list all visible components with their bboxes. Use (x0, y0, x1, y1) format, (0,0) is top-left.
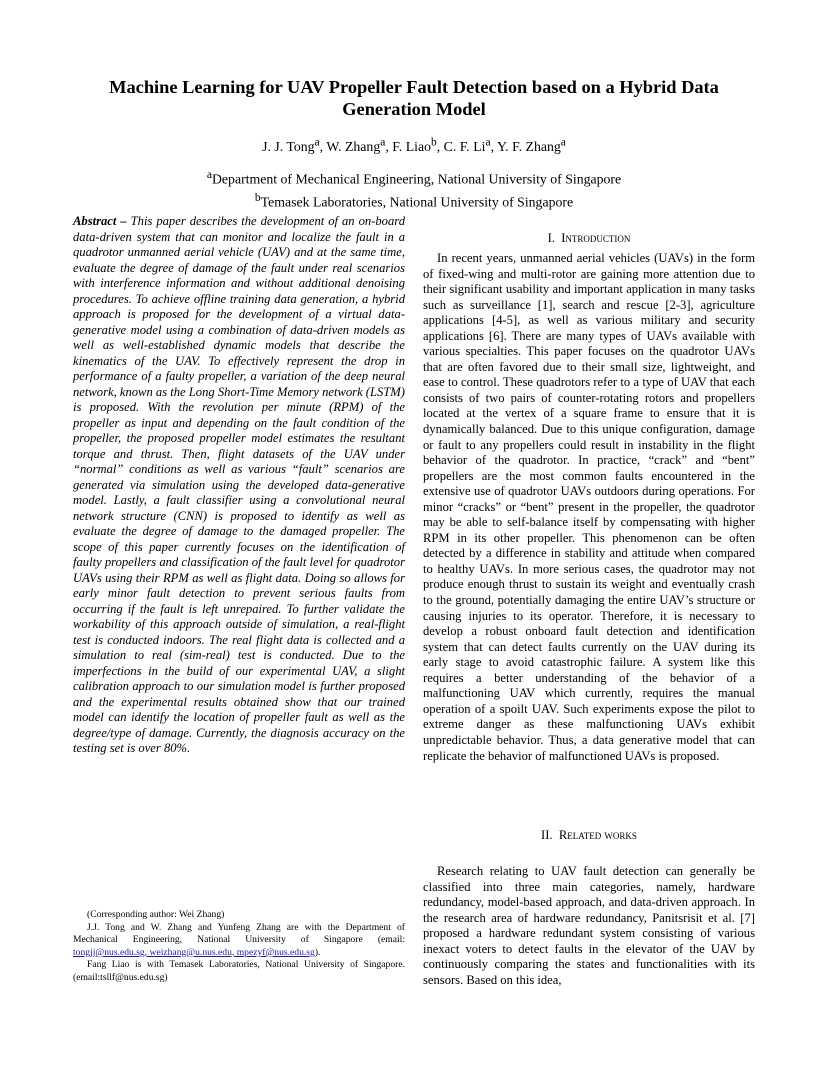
related-works-paragraph: Research relating to UAV fault detection can generally be classified into three main categories, namely, hardware redundancy, model-based approach, and data-driven approach. In the research area of hardware redundancy, Panitsrisit et al. [7] proposed a hardware redundant system consisting of various inexact voters to detect faults in the elevator of the UAV by continuously comparing the states and functionalities with its sensors. Based on this idea, (423, 864, 755, 987)
affiliation-b: $^b$Temasek Laboratories, National University of Singapore (254, 191, 574, 210)
corresponding-author: (Corresponding author: Wei Zhang) (87, 909, 225, 920)
section-heading-related-works: II. Related works (541, 828, 637, 842)
introduction-body (423, 251, 755, 764)
affiliation-a: $^a$Department of Mechanical Engineering, National University of Singapore (206, 169, 622, 187)
author-affiliation-note: J.J. Tong and W. Zhang and Yunfeng Zhang are with the Department of Mechanical Engineering, National University of Singapore (email: tongjj@nus.edu.sg, weizhang@u.nus.edu, mpezyf@nus.edu.sg). (73, 921, 405, 958)
affiliations (80, 166, 748, 211)
paper-title: Machine Learning for UAV Propeller Fault Detection based on a Hybrid Data Generation Model (109, 77, 719, 119)
author: Y. F. Zhang$^a$ (496, 136, 566, 154)
author: C. F. Li$^a$, (443, 136, 497, 154)
abstract-label: Abstract – (73, 214, 127, 228)
footnote (73, 909, 405, 985)
abstract (73, 214, 405, 757)
author-list (80, 133, 748, 156)
abstract-text: This paper describes the development of an on-board data-driven system that can monitor and localize the fault in a quadrotor unmanned aerial vehicle (UAV) and at the same time, evaluate the degree of damage of the fault under real scenarios with interference information and without additional denoising procedures. To achieve offline training data generation, a hybrid approach is proposed for the development of a virtual data-generative model using a combination of data-driven models as well as well-established dynamic models that describe the kinematics of the UAV. To effectively represent the drop in performance of a faulty propeller, a variation of the deep neural network, known as the Long Short-Time Memory network (LSTM) is proposed. With the revolution per minute (RPM) of the propeller as input and depending on the fault condition of the propeller, the proposed propeller model estimates the resultant torque and thrust. Then, flight datasets of the UAV under “normal” conditions as well as various “fault” scenarios are generated via simulation using the developed data-generative model. Lastly, a fault classifier using a convolutional neural network structure (CNN) is proposed to identify as well as evaluate the degree of damage to the damaged propeller. The scope of this paper currently focuses on the identification of faulty propellers and classification of the fault level for quadrotor UAVs using their RPM as well as flight data. Doing so allows for early minor fault detection to prevent serious faults from occurring if the fault is left unrepaired. To further validate the workability of this approach outside of simulation, a real-flight test is conducted indoors. The real flight data is collected and a simulation to real (sim-real) test is conducted. Due to the imperfections in the build of our experimental UAV, a slight calibration approach to our simulation model is further proposed and the experimental results obtained show that our trained model can identify the location of propeller fault as well as the degree/type of damage. Currently, the diagnosis accuracy on the testing set is over 80%. (73, 214, 405, 755)
author: F. Liao$^b$, (392, 136, 444, 154)
author: J. J. Tong$^a$, (262, 136, 327, 154)
section-heading-introduction: I. Introduction (547, 231, 631, 245)
introduction-paragraph: In recent years, unmanned aerial vehicles (UAVs) in the form of fixed-wing and multi-rotor are gaining more attention due to their significant usability and important application in many tasks such as surveillance [1], search and rescue [2-3], agriculture applications [4-5], as well as various military and security applications [6]. There are many types of UAVs available with various specialties. This paper focuses on the quadrotor UAVs that are often favored due to their small size, lightweight, and ease to control. These quadrotors refer to a type of UAV that each consists of two pairs of counter-rotating rotors and propellers located at the vertex of a square frame to ensure that it is dynamically balanced. Due to this unique configuration, damage or fault to any propellers could result in instability in the flight behavior of the quadrotor. In practice, “crack” and “bent” propellers are the most common faults encountered in the extensive use of quadrotor UAVs outdoors during operations. For minor “cracks” or “bent” present in the propeller, the quadrotor may be able to self-balance itself by compensating with higher RPM in its other propeller. This phenomenon can be often detected by a difference in stability and attitude when compared to healthy UAVs. In more serious cases, the quadrotor may not produce enough thrust to sustain its weight and eventually crash to the ground, potentially damaging the entire UAV’s structure or causing injuries to its operator. Therefore, it is necessary to develop a robust onboard fault detection and identification system that can detect faults currently on the UAV during its early stage to avoid catastrophic failure. A system like this requires a better understanding of the behavior of a malfunctioning UAV which currently, requires the manual operation of a spoilt UAV. Such experiments expose the pilot to extreme danger as these malfunctioning UAVs exhibit unpredictable behavior. Thus, a data generative model that can replicate the behavior of malfunctioned UAVs is proposed. (423, 251, 755, 763)
email-links[interactable]: tongjj@nus.edu.sg, weizhang@u.nus.edu, mpezyf@nus.edu.sg (73, 946, 315, 958)
second-affiliation-note: Fang Liao is with Temasek Laboratories, National University of Singapore. (email:tsllf@nus.edu.sg) (73, 959, 405, 983)
related-works-body (423, 864, 755, 988)
author: W. Zhang$^a$, (326, 136, 393, 154)
